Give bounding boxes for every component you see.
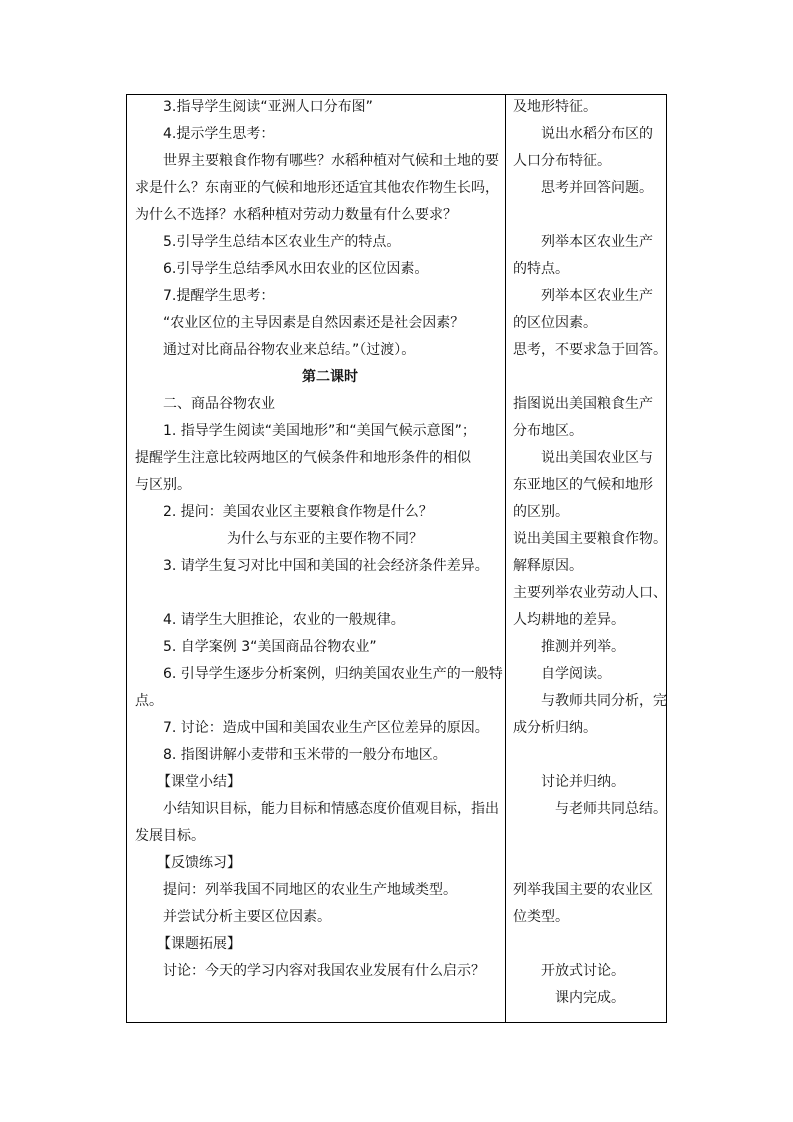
teacher-us-step-1: 1. 指导学生阅读“美国地形”和“美国气候示意图”； [163,423,476,439]
student-line-20: 自学阅读。 [541,666,611,682]
lesson-plan-table [126,94,667,1023]
teacher-step-3: 3.指导学生阅读“亚洲人口分布图” [163,99,373,115]
student-line-11: 分布地区。 [513,423,583,439]
column-divider [505,95,506,1022]
student-line-10: 指图说出美国粮食生产 [513,396,653,412]
feedback-heading: 【反馈练习】 [157,855,241,871]
student-line-13: 东亚地区的气候和地形 [513,477,653,493]
feedback-line-1: 提问：列举我国不同地区的农业生产地域类型。 [163,882,457,898]
teacher-question-line-2: 求是什么？东南亚的气候和地形还适宜其他农作物生长吗， [135,180,499,196]
teacher-us-step-8: 8. 指图讲解小麦带和玉米带的一般分布地区。 [163,747,447,763]
student-line-5: 列举本区农业生产 [541,234,653,250]
teacher-question-line-1: 世界主要粮食作物有哪些？水稻种植对气候和土地的要 [163,153,499,169]
teacher-us-step-5: 5. 自学案例 3“美国商品谷物农业” [163,639,377,655]
section-commercial-grain: 二、商品谷物农业 [163,396,275,412]
feedback-line-2: 并尝试分析主要区位因素。 [163,909,331,925]
teacher-step-6: 6.引导学生总结季风水田农业的区位因素。 [163,261,429,277]
student-line-2: 说出水稻分布区的 [541,126,653,142]
teacher-step-7: 7.提醒学生思考： [163,288,275,304]
student-line-4: 思考并回答问题。 [541,180,653,196]
teacher-question-line-3: 为什么不选择？水稻种植对劳动力数量有什么要求？ [135,207,457,223]
student-line-28: 课内完成。 [555,990,625,1006]
student-line-9: 思考，不要求急于回答。 [513,342,667,358]
teacher-us-step-4: 4. 请学生大胆推论，农业的一般规律。 [163,612,405,628]
student-line-27: 开放式讨论。 [541,963,625,979]
student-line-18: 人均耕地的差异。 [513,612,625,628]
student-line-22: 成分析归纳。 [513,720,597,736]
student-line-3: 人口分布特征。 [513,153,611,169]
student-line-24: 与老师共同总结。 [555,801,667,817]
teacher-us-step-7: 7. 讨论：造成中国和美国农业生产区位差异的原因。 [163,720,489,736]
teacher-us-step-1-line-3: 与区别。 [135,477,191,493]
student-line-6: 的特点。 [513,261,569,277]
extension-heading: 【课题拓展】 [157,936,241,952]
teacher-quote-line-2: 通过对比商品谷物农业来总结。”（过渡）。 [163,342,416,358]
teacher-step-4: 4.提示学生思考： [163,126,275,142]
student-line-23: 讨论并归纳。 [541,774,625,790]
student-line-21: 与教师共同分析，完 [541,693,667,709]
student-line-12: 说出美国农业区与 [541,450,653,466]
student-line-17: 主要列举农业劳动人口、 [513,585,667,601]
student-line-19: 推测并列举。 [541,639,625,655]
student-line-25: 列举我国主要的农业区 [513,882,653,898]
student-line-16: 解释原因。 [513,558,583,574]
extension-line-1: 讨论：今天的学习内容对我国农业发展有什么启示？ [163,963,485,979]
teacher-step-5: 5.引导学生总结本区农业生产的特点。 [163,234,401,250]
teacher-us-step-1-line-2: 提醒学生注意比较两地区的气候条件和地形条件的相似 [135,450,471,466]
class-summary-line-1: 小结知识目标，能力目标和情感态度价值观目标，指出 [163,801,499,817]
student-line-15: 说出美国主要粮食作物。 [513,531,667,547]
class-summary-heading: 【课堂小结】 [157,774,241,790]
student-line-1: 及地形特征。 [513,99,597,115]
teacher-us-step-6: 6. 引导学生逐步分析案例，归纳美国农业生产的一般特 [163,666,503,682]
teacher-us-step-6-line-2: 点。 [135,693,163,709]
teacher-us-step-2-line-2: 为什么与东亚的主要作物不同？ [227,531,423,547]
student-line-26: 位类型。 [513,909,569,925]
student-line-7: 列举本区农业生产 [541,288,653,304]
student-line-8: 的区位因素。 [513,315,597,331]
teacher-quote-line-1: “农业区位的主导因素是自然因素还是社会因素？ [163,315,465,331]
student-line-14: 的区别。 [513,504,569,520]
class-summary-line-2: 发展目标。 [135,828,205,844]
teacher-us-step-2: 2. 提问：美国农业区主要粮食作物是什么？ [163,504,433,520]
teacher-us-step-3: 3. 请学生复习对比中国和美国的社会经济条件差异。 [163,558,489,574]
second-lesson-heading: 第二课时 [302,369,358,385]
